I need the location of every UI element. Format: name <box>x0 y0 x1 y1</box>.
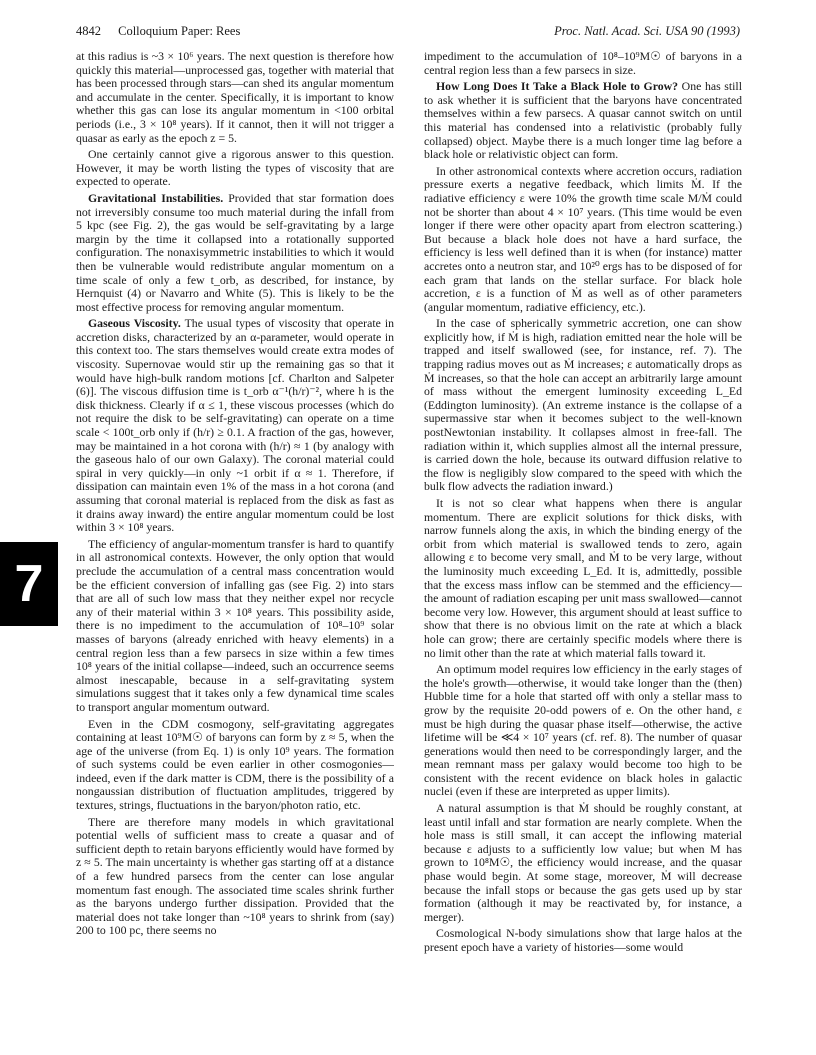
paragraph <box>424 927 742 954</box>
paragraph <box>424 80 742 162</box>
journal-citation: Proc. Natl. Acad. Sci. USA 90 (1993) <box>554 24 740 38</box>
paragraph <box>76 816 394 938</box>
paragraph-text: The efficiency of angular-momentum transfer is hard to quantify in all astronomical contexts. However, the only option that would preclude the accumulation of a central mass concentration would be the efficient conversion of infalling gas (see Fig. 2) into stars that are all of such low mass that they neither expel nor recycle any of their material within 3 × 10⁸ years. This possibility aside, there is no impediment to the accumulation of 10⁸–10⁹ solar masses of baryons (already enriched with heavy elements) in a central region less than a few parsecs in size within a few times 10⁸ years of the initial collapse—indeed, such an occurrence seems almost inescapable, because in a self-gravitating system simulations suggest that it takes only a few dynamical time scales to transport angular momentum outward. <box>76 536 394 714</box>
section-title: Colloquium Paper: Rees <box>118 24 241 38</box>
run-in-heading: Gaseous Viscosity. <box>88 316 181 331</box>
left-column <box>76 50 394 1045</box>
paragraph-text: It is not so clear what happens when there is angular momentum. There are explicit solutions for thick disks, with narrow funnels along the axis, in which the binding energy of the orbit from which material is swallowed tends to zero, again allowing ε to become very small, and Ṁ to be very large, without the luminosity much exceeding L_Ed. It is, admittedly, possible that the excess mass inflow can be stemmed and the efficiency—the amount of radiation escaping per unit mass swallowed—cannot become very low. However, this argument should at least suffice to show that there is no obvious limit on the rate at which a black hole can grow; there are certainly specific models where there is no limit other than the rate at which material falls toward it. <box>424 496 742 660</box>
paragraph <box>424 50 742 77</box>
run-in-heading: Gravitational Instabilities. <box>88 190 224 205</box>
header-left <box>76 24 240 39</box>
paragraph-text: impediment to the accumulation of 10⁸–10⁹M☉ of baryons in a central region less than a few parsecs in size. <box>424 50 742 77</box>
paragraph <box>76 538 394 715</box>
paragraph <box>76 192 394 314</box>
paragraph <box>76 50 394 145</box>
paragraph-text: The usual types of viscosity that operate in accretion disks, characterized by an α-parameter, would operate in this context too. The stars themselves would create extra modes of viscosity. Supernovae would stir up the remaining gas so that it would have high-bulk random motions [cf. Charlton and Salpeter (6)]. The viscous diffusion time is t_orb α⁻¹(h/r)⁻², where h is the disk thickness. Clearly if α ≤ 1, these viscous processes (which do not require the disk to be self-gravitating) can operate on a time scale < 100t_orb only if (h/r) ≥ 0.1. A fraction of the gas, however, may be maintained in a hot corona with (h/r) ≈ 1 (by analogy with the gaseous halo of our own Galaxy). The coronal material could spiral in very quickly—in only ~1 orbit if α ≈ 1. Therefore, if dissipation can maintain even 1% of the mass in a hot corona (and assuming that coronal material is replaced from the disk as fast as it drains away inward) the entire angular momentum could be lost within 3 × 10⁸ years. <box>76 316 394 535</box>
paragraph <box>76 317 394 535</box>
paragraph-text: Provided that star formation does not irreversibly consume too much material during the infall from 5 kpc (see Fig. 2), the gas would be self-gravitating by a large margin by the time it collapsed into a rotationally supported configuration. The nonaxisymmetric instabilities to which it would then be vulnerable would redistribute angular momentum on a time scale of only a few t_orb, as described, for instance, by Hernquist (4) or Navarro and White (5). This is likely to be the most effective process for removing angular momentum. <box>76 190 394 314</box>
paragraph-text: One has still to ask whether it is sufficient that the baryons have concentrated themselves within a few parsecs. A quasar cannot switch on until this material has condensed into a relativistic (probably fully collapsed) object. Maybe there is a much longer time lag before a black hole or relativistic object can form. <box>424 79 742 162</box>
paragraph <box>424 802 742 924</box>
run-in-heading: How Long Does It Take a Black Hole to Grow? <box>436 79 679 94</box>
section-tab: 7 <box>0 542 58 626</box>
page-number: 4842 <box>76 24 101 38</box>
paragraph-text: Cosmological N-body simulations show that large halos at the present epoch have a variety of histories—some would <box>424 926 742 954</box>
paragraph <box>424 497 742 660</box>
paragraph-text: In other astronomical contexts where accretion occurs, radiation pressure exerts a negative feedback, which limits Ṁ. If the radiative efficiency ε were 10% the growth time scale M/Ṁ could not be shorter than about 4 × 10⁷ years. (This time would be even longer if there were other opacity apart from electron scattering.) But because a black hole does not have a hard surface, the efficiency is less well defined than it is when (for instance) matter accretes onto a neutron star, and 10²⁰ ergs has to be disposed of for each gram that lands on the stellar surface. For black hole accretion, ε is a function of Ṁ as well as of other parameters (angular momentum, radiative efficiency, etc.). <box>424 163 742 314</box>
paragraph <box>76 718 394 813</box>
paragraph-text: A natural assumption is that Ṁ should be roughly constant, at least until infall and star formation are nearly complete. When the hole mass is still small, it can accept the inflowing material because ε adjusts to a sufficiently low value; but when M has grown to 10⁸M☉, the efficiency would increase, and the quasar phase would begin. At some stage, moreover, Ṁ will decrease because the infall stops or because the gas gets used up by star formation (although it may be reactivated by, for instance, a merger). <box>424 801 742 924</box>
paragraph-text: An optimum model requires low efficiency in the early stages of the hole's growth—otherwise, it would take longer than the (then) Hubble time for a hole that started off with only a stellar mass to grow by the requisite 20-odd powers of e. On the other hand, ε must be high during the quasar phase itself—otherwise, the active lifetime will be ≪4 × 10⁷ years (cf. ref. 8). The number of quasar generations would then need to be correspondingly larger, and the mean remnant mass per galaxy would become too high to be consistent with the recent evidence on black holes in galactic nuclei (even if these are interpreted as upper limits). <box>424 662 742 799</box>
paragraph-text: One certainly cannot give a rigorous answer to this question. However, it may be worth listing the types of viscosity that are expected to operate. <box>76 147 394 189</box>
paragraph <box>424 663 742 799</box>
paragraph <box>76 148 394 189</box>
paragraph <box>424 165 742 315</box>
paragraph-text: at this radius is ~3 × 10⁶ years. The next question is therefore how quickly this material—unprocessed gas, together with material that has been processed through stars—can shed its angular momentum and accumulate in the center. Specifically, it is important to know whether this gas can lose its angular momentum in <100 orbital periods (i.e., 3 × 10⁸ years). If it cannot, then it will not trigger a quasar as early as the epoch z = 5. <box>76 50 394 145</box>
right-column <box>424 50 742 1045</box>
paragraph-text: Even in the CDM cosmogony, self-gravitating aggregates containing at least 10⁹M☉ of baryons can form by z ≈ 5, when the age of the universe (from Eq. 1) is only 10⁹ years. The formation of such systems could be even earlier in other cosmogonies—indeed, even if the dark matter is CDM, there is the possibility of a nongaussian distribution of fluctuation amplitudes, triggered by textures, strings, fluctuations in the baryon/photon ratio, etc. <box>76 716 394 813</box>
page-header <box>76 24 740 42</box>
paragraph-text: In the case of spherically symmetric accretion, one can show explicitly how, if Ṁ is high, radiation emitted near the hole will be trapped and itself swallowed (see, for instance, ref. 7). The trapping radius moves out as Ṁ increases; ε automatically drops as Ṁ increases, so that the hole can accept an arbitrarily large amount of mass without the emergent luminosity exceeding L_Ed (Eddington luminosity). (An extreme instance is the collapse of a supermassive star when it becomes subject to the well-known postNewtonian instability. It collapses almost in free-fall. The radiation within it, which supplies almost all the internal pressure, is carried down the hole, because its outward diffusion relative to the flow is negligibly slow compared to the speed with which the bulk flow advects the radiation inward.) <box>424 316 742 494</box>
paragraph-text: There are therefore many models in which gravitational potential wells of sufficient mass to create a quasar and of sufficient depth to retain baryons efficiently would have formed by z ≈ 5. The main uncertainty is whether gas starting off at a distance of a few hundred parsecs from the center can lose angular momentum fast enough. The associated time scales shrink further as the baryons undergo further dissipation. Provided that the material does not take longer than ~10⁸ years to shrink from (say) 200 to 100 pc, there seems no <box>76 814 394 938</box>
paragraph <box>424 317 742 494</box>
